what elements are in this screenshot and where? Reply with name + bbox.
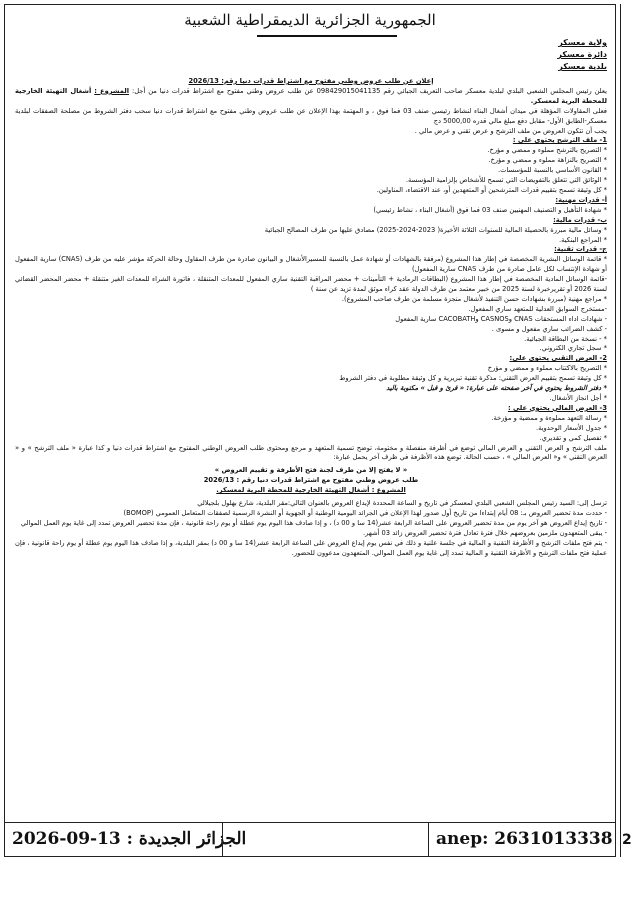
list-item: * شهادة التأهيل و التصنيف المهنيين صنف 03 فما فوق (أشغال البناء ، نشاط رئيسي) bbox=[373, 205, 607, 214]
newspaper-name: الجزائر الجديدة bbox=[138, 829, 247, 849]
envelope-text: ملف الترشح و العرض التقني و العرض المالي توضع في أظرفة منفصلة و مختومة، توضح تسمية المتعهد و مرجع ومحتوى طلب العروض الوطني المفتوح مع اشتراط قدرات دنيا و كذا عبارة « ملف الترشح » و « العرض التقني » و« العرض المالي » ، حسب الحالة. توضع هذه الأظرفة في ظرف آخر يحمل عبارة: bbox=[15, 443, 607, 462]
closing-list bbox=[15, 499, 607, 558]
closing-item: - يبقى المتعهدون ملزمين بعروضهم خلال فترة تعادل فترة تحضير العروض زائد 03 أشهر. bbox=[363, 528, 607, 537]
list-item: * رسالة التعهد مملوءة و ممضية و مؤرخة. bbox=[491, 413, 607, 422]
list-item: * دفتر الشروط يحتوي في آخر صفحته على عبارة: « قرئ و قبل » مكتوبة باليد bbox=[386, 384, 607, 393]
candidature-list bbox=[15, 146, 607, 196]
list-item: * كل وثيقة تسمح بتقييم العرض التقني: مذكرة تقنية تبريرية و كل وثيقة مطلوبة في دفتر الشروط bbox=[339, 374, 607, 383]
page-title: الجمهورية الجزائرية الديمقراطية الشعبية bbox=[184, 11, 436, 29]
address-wilaya: ولاية معسكر bbox=[558, 38, 607, 47]
list-item: * أجل انجاز الأشغال. bbox=[549, 394, 607, 402]
technical-heading: ج- قدرات تقنية: bbox=[554, 245, 607, 254]
closing-item: ترسل إلى: السيد رئيس المجلس الشعبي البلدي لمعسكر في تاريخ و الساعة المحددة لإيداع العروض بالعنوان التالي:مقر البلدية، شارع بهلول بلجيلالي bbox=[197, 499, 607, 508]
candidature-heading: 1- ملف الترشح يحتوي على : bbox=[512, 136, 607, 145]
list-item: * التصريح بالنزاهة مملوء و ممضي و مؤرخ. bbox=[488, 156, 607, 165]
address-baladiya: بلدية معسكر bbox=[558, 62, 607, 71]
date-separator: : bbox=[120, 829, 139, 849]
footer-divider bbox=[428, 823, 429, 857]
closing-item: - حددت مدة تحضير العروض بـ: 08 أيام إبتداءا من تاريخ أول صدور لهذا الإعلان في الجرائد اليومية الوطنية أو الجهوية أو النشرة الرسمية لصفقات المتعامل العمومي (BOMOP) bbox=[123, 508, 607, 517]
tech-offer-list bbox=[15, 364, 607, 404]
fin-offer-heading: 3- العرض المالي يحتوي على : bbox=[507, 403, 607, 412]
newspaper-date bbox=[12, 829, 246, 849]
title-underline bbox=[257, 35, 397, 37]
address-block bbox=[557, 37, 607, 73]
technical-list bbox=[15, 255, 607, 354]
next-column-edge bbox=[620, 4, 632, 857]
footer-bar bbox=[4, 822, 616, 857]
publication-date: 2026-09-13 bbox=[12, 829, 121, 849]
closing-item: - يتم فتح ملفات الترشح و الأظرفة التقنية و المالية في جلسة علنية و ذلك في نفس يوم إيداع العروض على الساعة الرابعة عشر(14 سا و 00 د) بمقر البلدية، و إذا صادف هذا اليوم يوم عطلة أو يوم راحة قانونية ، فإن عملية فتح ملفات الترشح و الأظرفة التقنية و المالية تمدد إلى غاية يوم العمل الموالي. المتعهدون مدعوون للحضور. bbox=[15, 538, 607, 557]
financial-heading: ب- قدرات مالية: bbox=[553, 215, 607, 224]
project-name: أشغال التهيئة الخارجية للمحطة البرية لمعسكر. bbox=[15, 86, 607, 105]
intro-sentence: يعلن رئيس المجلس الشعبي البلدي لبلدية معسكر صاحب التعريف الجبائي رقم 098429015041135 عن طلب عروض وطني مفتوح مع اشتراط قدرات دنيا من أجل: bbox=[131, 86, 607, 95]
fin-offer-list bbox=[15, 414, 607, 444]
list-item: * التصريح بالاكتتاب مملوء و ممضي و مؤرخ bbox=[487, 364, 607, 373]
eligibility-text: فعلى المقاولات المؤهلة في ميدان أشغال البناء لنشاط رئيسي صنف 03 فما فوق ، و المهتمة بهذا الإعلان عن طلب عروض وطني مفتوح مع اشتراط قدرات دنيا سحب دفتر الشروط من مصلحة الصفقات لبلدية معسكر-الطابق الأول- مقابل دفع مبلغ مالي قدره 5000,00 دج bbox=[15, 106, 607, 125]
list-item: * قائمة الوسائل البشرية المخصصة في إطار هذا المشروع (مرفقة بالشهادات أو شهادة عمل بالنسبة للمسيرالأشغال و البيانون صادرة من طرف المقاول وحالة الحركة مؤشر عليه من طرف (CNAS) سارية المفعول أو شهادة الإنتساب لكل عامل صادرة من طرف CNAS سارية المفعول) bbox=[15, 255, 607, 274]
footer-divider bbox=[222, 823, 223, 857]
clipped-text: 2 bbox=[622, 832, 632, 848]
outer-envelope-ref: طلب عروض وطني مفتوح مع اشتراط قدرات دنيا رقم : 2026/13 bbox=[203, 476, 419, 485]
list-item: -مستخرج السوابق العدلية للمتعهد ساري المفعول. bbox=[468, 304, 607, 313]
outer-envelope-label: « لا يفتح إلا من طرف لجنة فتح الأظرفة و تقييم العروض » bbox=[214, 466, 408, 475]
list-item: * - نسخة من البطاقة الجبائية. bbox=[524, 334, 607, 343]
intro-text bbox=[15, 87, 607, 107]
list-item: * مراجع مهنية (مبررة بشهادات حسن التنفيذ لأشغال منجزة مسلمة من طرف صاحب المشروع). bbox=[341, 294, 607, 303]
list-item: * المراجع البنكية. bbox=[559, 235, 607, 244]
list-item: - شهادات اداء المستحقات CNAS وCASNOS وCACOBATH سارية المفعول bbox=[395, 314, 607, 323]
project-label: المشروع : bbox=[94, 86, 130, 95]
list-item: * التصريح بالترشح مملوء و ممضي و مؤرخ. bbox=[487, 146, 607, 155]
outer-envelope-project: المشروع : أشغال التهيئة الخارجية للمحطة البرية لمعسكر. bbox=[216, 486, 406, 495]
address-daira: دائرة معسكر bbox=[557, 50, 607, 59]
list-item: * وسائل مالية مبررة بالحصيلة المالية للسنوات الثلاثة الأخيرة( 2023-2024-2025) مصادق عليها من طرف المصالح الجبائية bbox=[264, 225, 607, 234]
list-item: * سجل تجاري الكتروني. bbox=[539, 344, 607, 353]
offer-composition: يجب أن تتكون العروض من ملف الترشح و عرض تقني و عرض مالي . bbox=[414, 126, 607, 135]
announcement-title: إعلان عن طلب عروض وطني مفتوح مع اشتراط قدرات دنيا رقم: 2026/13 bbox=[188, 77, 434, 85]
closing-item: - تاريخ إيداع العروض هو آخر يوم من مدة تحضير العروض على الساعة الرابعة عشر(14 سا و 00 د) ، و إذا صادف هذا اليوم يوم عطلة أو يوم راحة قانونية ، فإن مدة تحضير العروض تمدد إلى غاية يوم العمل الموالي bbox=[20, 518, 607, 527]
anep-number: anep: 2631013338 bbox=[436, 829, 613, 849]
professional-heading: أ- قدرات مهنية: bbox=[555, 195, 607, 204]
list-item: * تفصيل كمي و تقديري. bbox=[539, 433, 607, 442]
list-item: - كشف الضرائب ساري مفعول و مسوى . bbox=[491, 324, 607, 333]
notice-frame bbox=[4, 4, 616, 857]
list-item: * الوثائق التي تتعلق بالتفويضات التي تسمح للأشخاص بإلزامية المؤسسة. bbox=[405, 176, 607, 185]
list-item: * كل وثيقة تسمح بتقييم قدرات المترشحين أو المتعهدين أو، عند الاقتضاء، المناولين. bbox=[376, 185, 607, 194]
list-item: -قائمة الوسائل المادية المخصصة في إطار هذا المشروع (البطاقات الرمادية + التأمينات + محضر المراقبة التقنية ساري المفعول للمعدات المتنقلة ، فاتورة الشراء للمعدات الغير متنقلة + محضر المحضر القضائي لسنة 2026 أو تقريرخبرة لسنة 2025 من خبير معتمد من طرف الدولة عقد كراء موثق لمدة تزيد عن سنة ) bbox=[15, 275, 607, 294]
list-item: * القانون الأساسي بالنسبة للمؤسسات. bbox=[497, 166, 607, 175]
tech-offer-heading: 2- العرض التقني يحتوي على: bbox=[509, 354, 607, 363]
notice-body bbox=[15, 77, 607, 817]
list-item: * جدول الأسعار الوحدوية. bbox=[535, 423, 607, 432]
